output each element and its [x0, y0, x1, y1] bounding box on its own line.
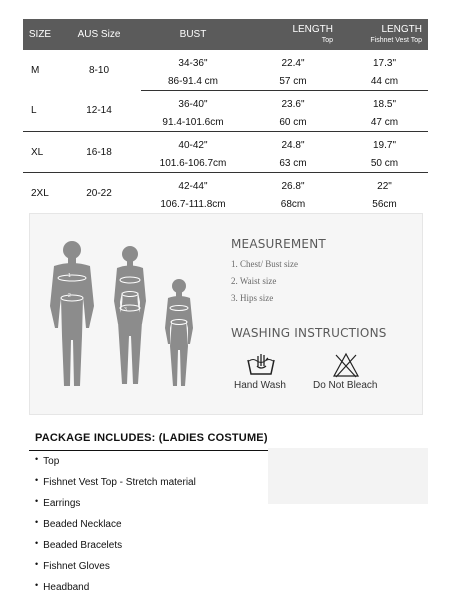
- top-length-cm-cell: 63 cm: [245, 154, 341, 173]
- top-length-inch-cell: 24.8": [281, 139, 305, 151]
- vest-length-inch-cell: 19.7": [372, 139, 396, 151]
- size-cell: XL: [23, 132, 57, 173]
- vest-length-inch-cell: 22": [377, 180, 392, 192]
- package-item-label: Headband: [43, 582, 90, 593]
- package-item-label: Beaded Bracelets: [43, 540, 123, 551]
- top-length-inch-cell: 26.8": [281, 180, 305, 192]
- package-item-label: Earrings: [43, 498, 81, 509]
- header-bust: BUST: [141, 19, 245, 50]
- measurement-title: MEASUREMENT: [231, 237, 326, 251]
- body-measurement-figures: [42, 236, 222, 406]
- bust-cm-cell: 91.4-101.6cm: [141, 113, 245, 132]
- hand-wash-icon: [246, 352, 276, 376]
- bullet: •: [35, 538, 39, 548]
- header-length-top-sub: Top: [321, 37, 333, 44]
- measurement-panel: [29, 213, 423, 415]
- hand-wash-label: Hand Wash: [234, 380, 286, 391]
- aus-size-cell: 12-14: [57, 91, 141, 132]
- marker-3: 3: [124, 307, 127, 313]
- vest-length-inch-cell: 17.3": [372, 57, 396, 69]
- size-cell: M: [31, 64, 40, 76]
- list-item: [35, 582, 89, 593]
- package-item-label: Fishnet Gloves: [43, 561, 110, 572]
- aus-size-cell: 8-10: [88, 64, 109, 76]
- package-item-label: Top: [43, 456, 60, 467]
- table-row: [23, 173, 428, 196]
- decorative-panel: [268, 448, 428, 504]
- measurement-item-chest: 1. Chest/ Bust size: [231, 259, 298, 269]
- vest-length-cm-cell: 44 cm: [341, 72, 428, 91]
- header-aus-size: AUS Size: [57, 19, 141, 50]
- package-includes-title: PACKAGE INCLUDES: (LADIES COSTUME): [35, 432, 268, 444]
- bullet: •: [35, 580, 39, 590]
- marker-2: 2: [68, 293, 71, 299]
- header-length-top: [245, 19, 341, 50]
- bullet: •: [35, 454, 39, 464]
- female-figure: [114, 246, 146, 384]
- vest-length-cm-cell: 50 cm: [341, 154, 428, 173]
- list-item: [35, 477, 196, 488]
- male-figure: [50, 241, 94, 386]
- list-item: [35, 540, 122, 551]
- list-item: [35, 456, 59, 467]
- bust-cm-cell: 86-91.4 cm: [141, 72, 245, 91]
- top-length-cm-cell: 57 cm: [245, 72, 341, 91]
- bust-inch-cell: 34-36": [178, 57, 208, 69]
- do-not-bleach-icon: [332, 352, 360, 378]
- header-size: SIZE: [23, 19, 57, 50]
- do-not-bleach-label: Do Not Bleach: [313, 380, 378, 391]
- package-item-label: Beaded Necklace: [43, 519, 122, 530]
- top-length-cm-cell: 60 cm: [245, 113, 341, 132]
- washing-title: WASHING INSTRUCTIONS: [231, 326, 387, 340]
- top-length-cm-cell: 68cm: [280, 198, 306, 210]
- package-title-divider: [29, 450, 302, 451]
- header-length-vest-label: LENGTH: [381, 24, 422, 35]
- header-length-top-label: LENGTH: [292, 24, 333, 35]
- list-item: [35, 561, 110, 572]
- size-cell: L: [23, 91, 57, 132]
- size-table-header: [23, 19, 428, 50]
- bust-cm-cell: 106.7-111.8cm: [160, 198, 226, 210]
- list-item: [35, 519, 122, 530]
- package-item-label: Fishnet Vest Top - Stretch material: [43, 477, 196, 488]
- bullet: •: [35, 517, 39, 527]
- bust-inch-cell: 40-42": [178, 139, 208, 151]
- measurement-item-waist: 2. Waist size: [231, 276, 277, 286]
- marker-1: 1: [68, 273, 71, 279]
- aus-size-cell: 16-18: [57, 132, 141, 173]
- vest-length-cm-cell: 47 cm: [341, 113, 428, 132]
- child-figure: [165, 279, 193, 386]
- header-length-vest: [341, 19, 428, 50]
- bust-inch-cell: 42-44": [178, 180, 208, 192]
- table-row: [23, 132, 428, 155]
- vest-length-inch-cell: 18.5": [372, 98, 396, 110]
- bullet: •: [35, 475, 39, 485]
- table-row: [23, 91, 428, 114]
- vest-length-cm-cell: 56cm: [372, 198, 397, 210]
- size-cell: 2XL: [31, 187, 49, 199]
- bullet: •: [35, 496, 39, 506]
- bust-inch-cell: 36-40": [178, 98, 208, 110]
- size-chart-table: [23, 19, 428, 213]
- table-row: [23, 50, 428, 72]
- header-length-vest-sub: Fishnet Vest Top: [370, 37, 422, 44]
- list-item: [35, 498, 80, 509]
- top-length-inch-cell: 23.6": [281, 98, 305, 110]
- bullet: •: [35, 559, 39, 569]
- aus-size-cell: 20-22: [86, 187, 112, 199]
- top-length-inch-cell: 22.4": [281, 57, 305, 69]
- bust-cm-cell: 101.6-106.7cm: [141, 154, 245, 173]
- measurement-item-hips: 3. Hips size: [231, 293, 274, 303]
